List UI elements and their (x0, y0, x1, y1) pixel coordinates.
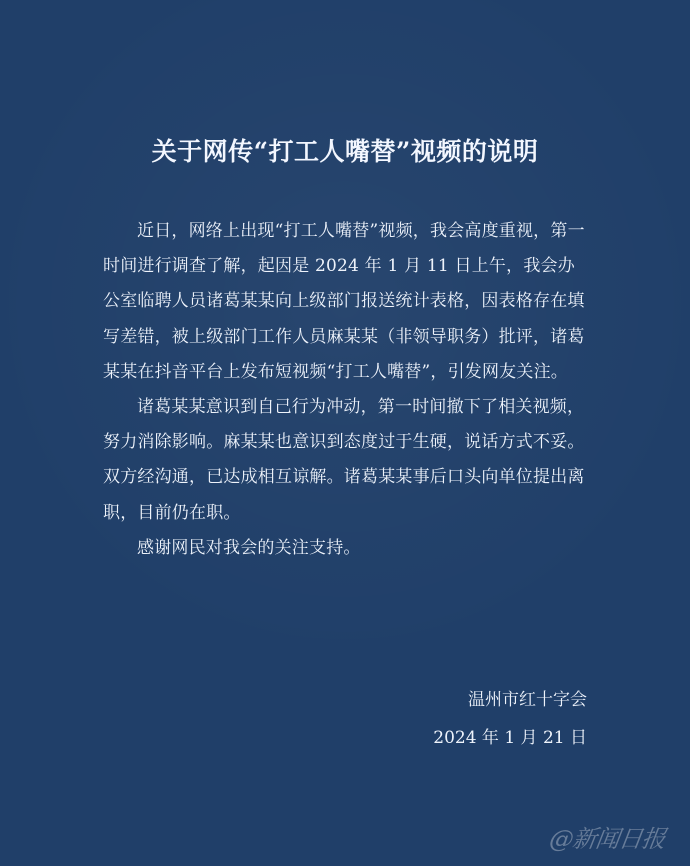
paragraph-3: 感谢网民对我会的关注支持。 (137, 537, 361, 558)
watermark: @新闻日报 (547, 825, 667, 853)
paragraph-2: 诸葛某某意识到自己行为冲动，第一时间撤下了相关视频，努力消除影响。麻某某也意识到态度过于生硬，说话方式不妥。双方经沟通，已达成相互谅解。诸葛某某事后口头向单位提出离职，目前仍在职。 (103, 397, 585, 523)
signature-organization: 温州市红十字会 (468, 690, 587, 710)
document-body (103, 214, 587, 566)
signature-date: 2024 年 1 月 21 日 (433, 728, 587, 748)
document-title: 关于网传“打工人嘴替”视频的说明 (151, 137, 539, 166)
paragraph-1: 近日，网络上出现“打工人嘴替”视频，我会高度重视，第一时间进行调查了解，起因是 2024 年 1 月 11 日上午，我会办公室临聘人员诸葛某某向上级部门报送统计表格，因表格存在填写差错，被上级部门工作人员麻某某（非领导职务）批评，诸葛某某在抖音平台上发布短视频“打工人嘴替”，引发网友关注。 (103, 221, 585, 382)
